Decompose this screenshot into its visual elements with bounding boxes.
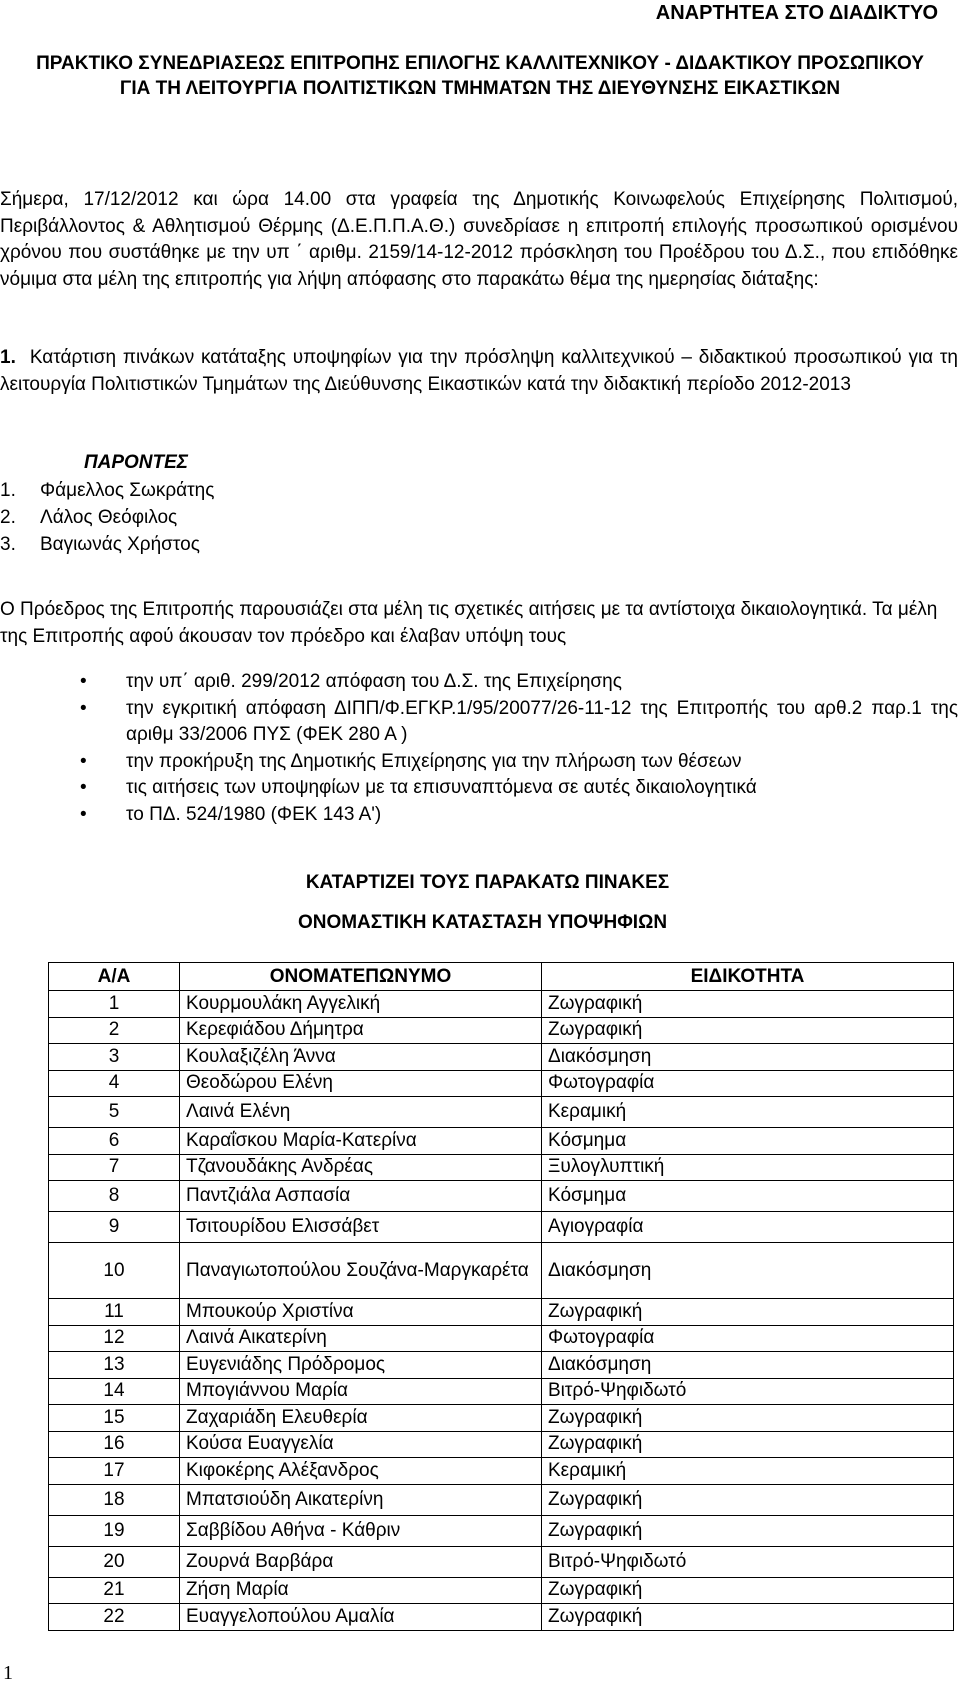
bullet-item (80, 669, 958, 696)
candidate-specialty: Κεραμική (542, 1097, 954, 1128)
table-row (49, 1546, 954, 1577)
candidate-specialty: Διακόσμηση (542, 1243, 954, 1299)
member-name: Λάλος Θεόφιλος (40, 507, 178, 528)
header-aa: Α/Α (49, 963, 180, 991)
tables-heading: ΚΑΤΑΡΤΙΖΕΙ ΤΟΥΣ ΠΑΡΑΚΑΤΩ ΠΙΝΑΚΕΣ (305, 872, 670, 893)
row-number: 4 (49, 1070, 180, 1097)
table-row (49, 1577, 954, 1604)
row-number: 9 (49, 1212, 180, 1243)
page-number: 1 (3, 1662, 13, 1684)
candidate-specialty: Φωτογραφία (542, 1070, 954, 1097)
member-name: Φάμελλος Σωκράτης (40, 480, 215, 501)
candidate-name: Κούσα Ευαγγελία (180, 1431, 542, 1458)
bullet-icon: • (80, 777, 87, 798)
table-row (49, 1604, 954, 1631)
member-name: Βαγιωνάς Χρήστος (40, 534, 200, 555)
candidate-specialty: Ζωγραφική (542, 1299, 954, 1326)
candidate-name: Ζαχαριάδη Ελευθερία (180, 1405, 542, 1432)
row-number: 3 (49, 1044, 180, 1071)
table-row (49, 991, 954, 1018)
candidate-name: Θεοδώρου Ελένη (180, 1070, 542, 1097)
candidate-name: Λαινά Ελένη (180, 1097, 542, 1128)
member-number: 2. (0, 507, 16, 528)
president-paragraph: Ο Πρόεδρος της Επιτροπής παρουσιάζει στα μέλη τις σχετικές αιτήσεις με τα αντίστοιχα δικαιολογητικά. Τα μέλη της Επιτροπής αφού άκουσαν τον πρόεδρο και έλαβαν υπόψη τους (0, 599, 938, 647)
candidate-name: Κουλαξιζέλη Άννα (180, 1044, 542, 1071)
row-number: 17 (49, 1458, 180, 1485)
header-specialty: ΕΙΔΙΚΟΤΗΤΑ (542, 963, 954, 991)
bullet-text: το ΠΔ. 524/1980 (ΦΕΚ 143 Α') (126, 803, 382, 825)
candidate-specialty: Ζωγραφική (542, 1431, 954, 1458)
candidate-name: Μπουκούρ Χριστίνα (180, 1299, 542, 1326)
row-number: 19 (49, 1515, 180, 1546)
bullet-text: την εγκριτική απόφαση ΔΙΠΠ/Φ.ΕΓΚΡ.1/95/20077/26-11-12 της Επιτροπής του αρθ.2 παρ.1 της αριθμ 33/2006 ΠΥΣ (ΦΕΚ 280 Α ) (126, 697, 958, 745)
bullet-text: την υπ΄ αριθ. 299/2012 απόφαση του Δ.Σ. της Επιχείρησης (126, 671, 622, 692)
table-row (49, 1128, 954, 1155)
table-body (49, 991, 954, 1631)
considerations-list (80, 669, 958, 828)
candidate-name: Παντζιάλα Ασπασία (180, 1181, 542, 1212)
table-row (49, 1515, 954, 1546)
candidate-name: Λαινά Αικατερίνη (180, 1325, 542, 1352)
candidate-specialty: Διακόσμηση (542, 1044, 954, 1071)
row-number: 22 (49, 1604, 180, 1631)
candidate-specialty: Ζωγραφική (542, 1577, 954, 1604)
agenda-item (0, 345, 958, 398)
row-number: 1 (49, 991, 180, 1018)
candidate-name: Κερεφιάδου Δήμητρα (180, 1017, 542, 1044)
candidate-name: Σαββίδου Αθήνα - Κάθριν (180, 1515, 542, 1546)
candidate-specialty: Διακόσμηση (542, 1352, 954, 1379)
row-number: 20 (49, 1546, 180, 1577)
table-row (49, 1484, 954, 1515)
bullet-icon: • (80, 697, 87, 719)
bullet-icon: • (80, 671, 87, 692)
candidate-specialty: Κόσμημα (542, 1128, 954, 1155)
candidate-specialty: Ζωγραφική (542, 1604, 954, 1631)
bullet-item (80, 802, 958, 829)
row-number: 15 (49, 1405, 180, 1432)
table-row (49, 1154, 954, 1181)
table-row (49, 1431, 954, 1458)
table-row (49, 1299, 954, 1326)
document-title: ΠΡΑΚΤΙΚΟ ΣΥΝΕΔΡΙΑΣΕΩΣ ΕΠΙΤΡΟΠΗΣ ΕΠΙΛΟΓΗΣ ΚΑΛΛΙΤΕΧΝΙΚΟΥ - ΔΙΔΑΚΤΙΚΟΥ ΠΡΟΣΩΠΙΚΟΥ ΓΙΑ ΤΗ ΛΕΙΤΟΥΡΓΙΑ ΠΟΛΙΤΙΣΤΙΚΩΝ ΤΜΗΜΑΤΩΝ ΤΗΣ ΔΙΕΥΘΥΝΣΗΣ ΕΙΚΑΣΤΙΚΩΝ (36, 53, 924, 99)
table-row (49, 1378, 954, 1405)
member-item (0, 531, 214, 558)
table-row (49, 1243, 954, 1299)
table-row (49, 1181, 954, 1212)
table-row (49, 1325, 954, 1352)
candidate-specialty: Φωτογραφία (542, 1325, 954, 1352)
bullet-icon: • (80, 750, 87, 772)
bullet-item (80, 696, 958, 749)
row-number: 14 (49, 1378, 180, 1405)
bullet-text: τις αιτήσεις των υποψηφίων με τα επισυναπτόμενα σε αυτές δικαιολογητικά (126, 777, 757, 798)
table-header-row (49, 963, 954, 991)
candidate-name: Ευαγγελοπούλου Αμαλία (180, 1604, 542, 1631)
candidate-specialty: Ζωγραφική (542, 991, 954, 1018)
table-row (49, 1352, 954, 1379)
candidate-specialty: Βιτρό-Ψηφιδωτό (542, 1378, 954, 1405)
candidate-name: Μπατσιούδη Αικατερίνη (180, 1484, 542, 1515)
candidate-name: Κουρμουλάκη Αγγελική (180, 991, 542, 1018)
row-number: 8 (49, 1181, 180, 1212)
candidate-name: Καραΐσκου Μαρία-Κατερίνα (180, 1128, 542, 1155)
candidate-name: Ευγενιάδης Πρόδρομος (180, 1352, 542, 1379)
member-item (0, 477, 214, 504)
agenda-item-text: Κατάρτιση πινάκων κατάταξης υποψηφίων για την πρόσληψη καλλιτεχνικού – διδακτικού προσωπικού για τη λειτουργία Πολιτιστικών Τμημάτων της Διεύθυνσης Εικαστικών κατά την διδακτική περίοδο 2012-2013 (0, 347, 958, 395)
candidate-specialty: Ζωγραφική (542, 1405, 954, 1432)
table-row (49, 1044, 954, 1071)
row-number: 16 (49, 1431, 180, 1458)
candidates-table (48, 962, 954, 1631)
row-number: 5 (49, 1097, 180, 1128)
member-number: 1. (0, 480, 16, 501)
member-number: 3. (0, 534, 16, 555)
candidate-name: Παναγιωτοπούλου Σουζάνα-Μαργκαρέτα (180, 1243, 542, 1299)
row-number: 10 (49, 1243, 180, 1299)
row-number: 2 (49, 1017, 180, 1044)
candidate-specialty: Ζωγραφική (542, 1017, 954, 1044)
candidate-specialty: Βιτρό-Ψηφιδωτό (542, 1546, 954, 1577)
row-number: 21 (49, 1577, 180, 1604)
candidate-name: Ζουρνά Βαρβάρα (180, 1546, 542, 1577)
bullet-text: την προκήρυξη της Δημοτικής Επιχείρησης για την πλήρωση των θέσεων (126, 750, 742, 772)
candidate-specialty: Κόσμημα (542, 1181, 954, 1212)
bullet-item (80, 775, 958, 802)
candidate-specialty: Κεραμική (542, 1458, 954, 1485)
candidate-name: Μπογιάννου Μαρία (180, 1378, 542, 1405)
table-row (49, 1405, 954, 1432)
candidate-name: Κιφοκέρης Αλέξανδρος (180, 1458, 542, 1485)
candidate-specialty: Ξυλογλυπτική (542, 1154, 954, 1181)
agenda-item-number: 1. (0, 347, 16, 368)
row-number: 7 (49, 1154, 180, 1181)
row-number: 13 (49, 1352, 180, 1379)
posting-note: ΑΝΑΡΤΗΤΕΑ ΣΤΟ ΔΙΑΔΙΚΤΥΟ (655, 2, 938, 24)
table-row (49, 1017, 954, 1044)
candidate-name: Τσιτουρίδου Ελισσάβετ (180, 1212, 542, 1243)
table-row (49, 1212, 954, 1243)
table-row (49, 1070, 954, 1097)
bullet-item (80, 749, 958, 776)
members-list (0, 477, 214, 558)
member-item (0, 504, 214, 531)
candidates-heading: ΟΝΟΜΑΣΤΙΚΗ ΚΑΤΑΣΤΑΣΗ ΥΠΟΨΗΦΙΩΝ (297, 912, 668, 933)
intro-paragraph: Σήμερα, 17/12/2012 και ώρα 14.00 στα γραφεία της Δημοτικής Κοινωφελούς Επιχείρησης Πολιτισμού, Περιβάλλοντος & Αθλητισμού Θέρμης (Δ.Ε.Π.Π.Α.Θ.) συνεδρίασε η επιτροπή επιλογής προσωπικού ορισμένου χρόνου που συστάθηκε με την υπ ΄ αριθμ. 2159/14-12-2012 πρόσκληση του Προέδρου του Δ.Σ., που επιδόθηκε νόμιμα στα μέλη της επιτροπής για λήψη απόφασης στο παρακάτω θέμα της ημερησίας διάταξης: (0, 189, 958, 290)
candidate-name: Ζήση Μαρία (180, 1577, 542, 1604)
table-row (49, 1458, 954, 1485)
row-number: 18 (49, 1484, 180, 1515)
candidate-specialty: Αγιογραφία (542, 1212, 954, 1243)
header-name: ΟΝΟΜΑΤΕΠΩΝΥΜΟ (180, 963, 542, 991)
row-number: 11 (49, 1299, 180, 1326)
present-heading: ΠΑΡΟΝΤΕΣ (84, 452, 189, 473)
row-number: 12 (49, 1325, 180, 1352)
candidate-specialty: Ζωγραφική (542, 1484, 954, 1515)
bullet-icon: • (80, 803, 87, 825)
row-number: 6 (49, 1128, 180, 1155)
table-row (49, 1097, 954, 1128)
candidate-specialty: Ζωγραφική (542, 1515, 954, 1546)
candidate-name: Τζανουδάκης Ανδρέας (180, 1154, 542, 1181)
